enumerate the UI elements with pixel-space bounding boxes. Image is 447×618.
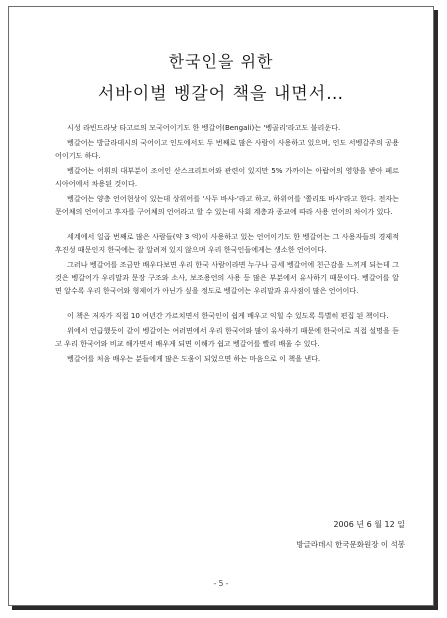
paragraph: 벵갈어를 처음 배우는 분들에게 많은 도움이 되었으면 하는 마음으로 이 책을 낸다. <box>67 354 321 363</box>
paragraph: 세계에서 일곱 번째로 많은 사람들(약 3 억)이 사용하고 있는 언어이기도 한 벵갈어는 그 사용자들의 경제적 후진성 때문인지 한국에는 잘 알려져 있지 않으며 우리 한국인들에게는 생소한 언어이다. <box>55 232 399 254</box>
paragraph: 벵갈어는 방글라데시의 국어이고 인도에서도 두 번째로 많은 사람이 사용하고 있으며, 인도 서벵갈주의 공용어이기도 하다. <box>55 138 399 160</box>
paragraph-gap <box>55 299 399 309</box>
date-line: 2006 년 6 월 12 일 <box>333 520 405 529</box>
paragraph: 벵갈어는 어휘의 대부분이 조어인 산스크리트어와 관련이 있지만 5% 가까이는 아랍어의 영향을 받아 페르시아어에서 차용된 것이다. <box>55 166 399 188</box>
paragraph: 그러나 벵갈어를 조금만 배우다보면 우리 한국 사람이라면 누구나 금세 벵갈어에 친근감을 느끼게 되는데 그것은 벵갈어가 우리말과 문장 구조와 소사, 보조용언의 사용 등 많은 부분에서 유사하기 때문이다. 벵갈어를 알면 알수록 우리 한국어와 형제어가 아닌가 싶을 정도로 벵갈어는 우리말과 유사점이 많은 언어이다. <box>55 260 399 295</box>
title-line-2: 서바이벌 벵갈어 책을 내면서… <box>97 84 345 104</box>
signature-line: 방글라데시 한국문화원장 이 석봉 <box>296 540 405 549</box>
paragraph: 벵갈어는 양층 언어현상이 있는데 상위어를 '사두 바샤-'라고 하고, 하위어를 '쫄리또 바샤'라고 한다. 전자는 문어체의 언어이고 후자를 구어체의 언어라고 할 수 있는데 사회 계층과 종교에 따라 사용 언어의 차이가 있다. <box>55 194 399 216</box>
paragraph: 이 책은 저자가 직접 10 여년간 가르치면서 한국인이 쉽게 배우고 익힐 수 있도록 특별히 편집 된 책이다. <box>67 311 389 320</box>
page-number: - 5 - <box>213 579 229 588</box>
paragraph: 위에서 언급했듯이 같이 벵갈어는 여러면에서 우리 한국어와 많이 유사하기 때문에 한국어로 직접 설명을 듣고 우리 한국어와 비교 해가면서 배우게 되면 이해가 쉽고 벵갈어를 빨리 배울 수 있다. <box>55 326 399 348</box>
preface-body <box>55 121 399 367</box>
document-page <box>8 6 434 606</box>
paragraph: 시성 라빈드라낫 타고르의 모국어이기도 한 벵갈어(Bengali)는 '벵골리'라고도 불리운다. <box>67 123 341 132</box>
paragraph-gap <box>55 220 399 230</box>
title-line-1: 한국인을 위한 <box>168 52 274 71</box>
